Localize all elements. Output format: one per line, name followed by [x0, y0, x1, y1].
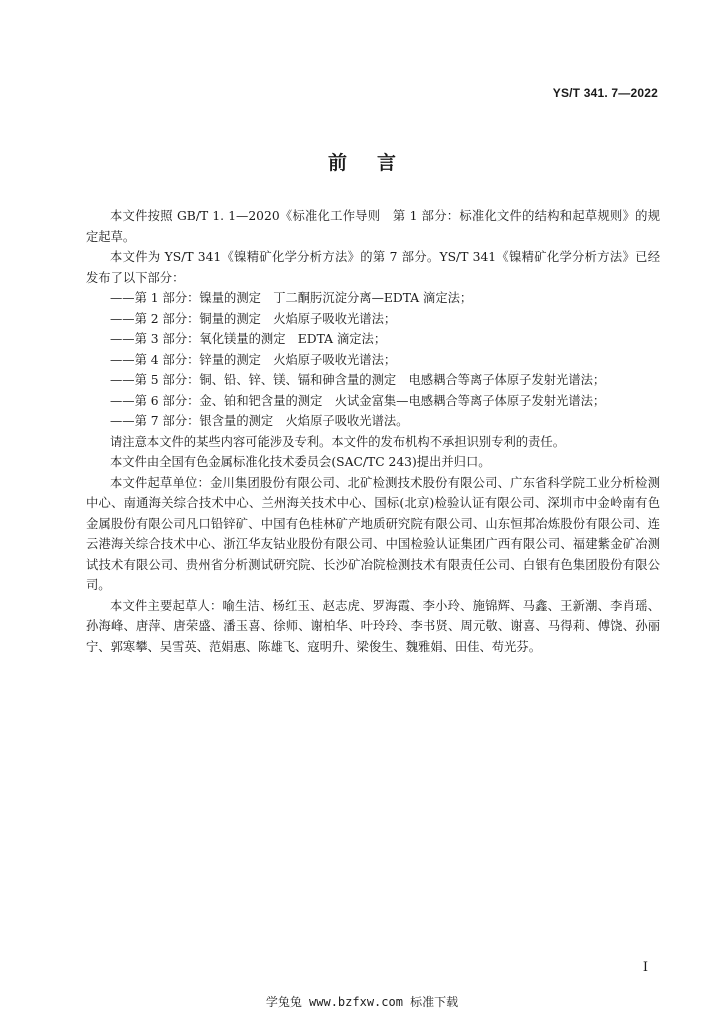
paragraph-drafting-rules: 本文件按照 GB/T 1. 1—2020《标准化工作导则 第 1 部分：标准化文件的结构和起草规则》的规定起草。 — [86, 209, 660, 244]
list-item-part-7: ——第 7 部分：银含量的测定 火焰原子吸收光谱法。 — [110, 414, 409, 428]
footer-watermark: 学兔兔 www.bzfxw.com 标准下载 — [265, 995, 459, 1009]
list-item-part-4: ——第 4 部分：锌量的测定 火焰原子吸收光谱法； — [110, 352, 397, 367]
paragraph-drafting-units: 本文件起草单位：金川集团股份有限公司、北矿检测技术股份有限公司、广东省科学院工业分析检测中心、南通海关综合技术中心、兰州海关技术中心、国标(北京)检验认证有限公司、深圳市中金岭南有色金属股份有限公司凡口铅锌矿、中国有色桂林矿产地质研究院有限公司、山东恒邦冶炼股份有限公司、连云港海关综合技术中心、浙江华友钴业股份有限公司、中国检验认证集团广西有限公司、福建紫金矿冶测试技术有限公司、贵州省分析测试研究院、长沙矿冶院检测技术有限责任公司、白银有色集团股份有限公司。 — [86, 475, 660, 592]
title-char-1: 前 — [327, 152, 347, 174]
paragraph-patent-notice: 请注意本文件的某些内容可能涉及专利。本文件的发布机构不承担识别专利的责任。 — [110, 434, 565, 449]
paragraph-drafters: 本文件主要起草人：喻生洁、杨红玉、赵志虎、罗海霞、李小玲、施锦辉、马鑫、王新潮、李肖瑶、孙海峰、唐萍、唐荣盛、潘玉喜、徐师、谢柏华、叶玲玲、李书贤、周元敬、谢喜、马得莉、傅饶、孙丽宁、郭寒攀、吴雪英、范娟惠、陈雄飞、寇明升、梁俊生、魏雅娟、田佳、苟光芬。 — [86, 598, 660, 654]
standard-code: YS/T 341. 7—2022 — [552, 86, 658, 100]
page-number: I — [642, 960, 648, 975]
list-item-part-5: ——第 5 部分：铜、铅、锌、镁、镉和砷含量的测定 电感耦合等离子体原子发射光谱法； — [110, 373, 606, 387]
title-char-2: 言 — [377, 152, 397, 174]
paragraph-part-intro: 本文件为 YS/T 341《镍精矿化学分析方法》的第 7 部分。YS/T 341《镍精矿化学分析方法》已经发布了以下部分： — [86, 250, 660, 285]
list-item-part-3: ——第 3 部分：氧化镁量的测定 EDTA 滴定法； — [110, 332, 387, 346]
page-title — [0, 148, 724, 175]
paragraph-committee: 本文件由全国有色金属标准化技术委员会(SAC/TC 243)提出并归口。 — [110, 455, 491, 469]
foreword-body — [86, 206, 660, 657]
list-item-part-2: ——第 2 部分：铜量的测定 火焰原子吸收光谱法； — [110, 311, 397, 326]
list-item-part-6: ——第 6 部分：金、铂和钯含量的测定 火试金富集—电感耦合等离子体原子发射光谱法； — [110, 393, 606, 408]
list-item-part-1: ——第 1 部分：镍量的测定 丁二酮肟沉淀分离—EDTA 滴定法； — [110, 291, 473, 305]
